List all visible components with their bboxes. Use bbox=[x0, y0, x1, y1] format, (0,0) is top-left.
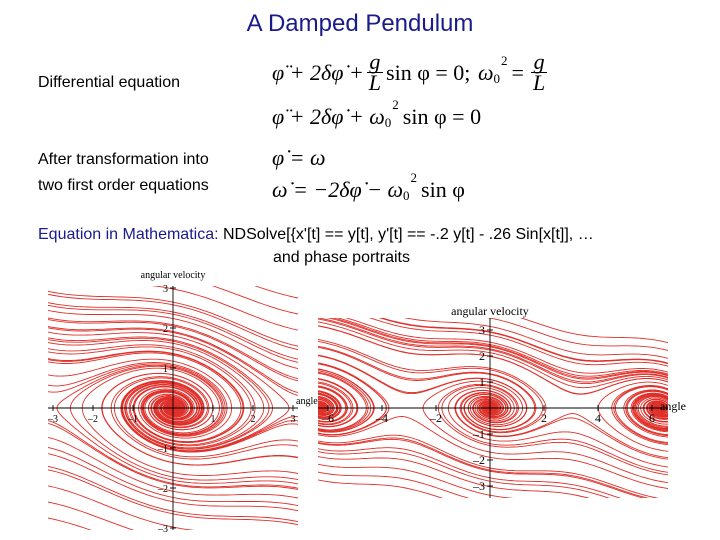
flow-line bbox=[0, 498, 57, 504]
x-tick-label: 6 bbox=[649, 411, 655, 425]
eq2-rest: sin φ = 0 bbox=[402, 104, 482, 129]
frac-denominator: L bbox=[368, 70, 382, 95]
y-tick-label: –2 bbox=[158, 484, 168, 495]
flow-line bbox=[323, 457, 720, 531]
flow-line bbox=[289, 520, 368, 540]
eq1b-sup: 2 bbox=[501, 52, 508, 68]
frac-numerator: g bbox=[367, 52, 383, 73]
x-tick-label: 3 bbox=[290, 414, 296, 425]
eq2-lhs: φ̈ + 2δφ̇ + ω bbox=[272, 104, 385, 129]
flow-line bbox=[323, 473, 650, 533]
equation-first-order-1 bbox=[272, 145, 326, 171]
y-tick-label: 3 bbox=[479, 323, 485, 337]
x-tick-label: 2 bbox=[541, 411, 547, 425]
frac-denominator: L bbox=[532, 70, 546, 95]
flow-line bbox=[0, 273, 57, 296]
y-tick-label: 1 bbox=[479, 375, 485, 389]
flow-line bbox=[57, 520, 365, 540]
x-tick-label: 2 bbox=[250, 414, 256, 425]
flow-line bbox=[0, 257, 289, 328]
x-tick-label: 1 bbox=[210, 414, 216, 425]
x-axis-label: angle bbox=[660, 399, 686, 413]
flow-line bbox=[0, 332, 57, 360]
x-tick-label: –2 bbox=[430, 411, 442, 425]
flow-line bbox=[57, 504, 366, 540]
x-axis-label: angle bbox=[296, 396, 318, 407]
equation-first-order-2 bbox=[272, 170, 465, 203]
phase-portrait-right bbox=[318, 300, 720, 498]
eq1b-equals: = bbox=[511, 59, 524, 85]
slide-title: A Damped Pendulum bbox=[246, 10, 474, 37]
equation-damped-pendulum bbox=[272, 49, 471, 95]
equation-omega-definition bbox=[478, 49, 550, 95]
eq4-lhs: ω̇ = −2δφ̇ − ω bbox=[272, 177, 404, 202]
flow-line bbox=[289, 504, 369, 528]
mathematica-line2: and phase portraits bbox=[273, 249, 410, 266]
y-axis-label: angular velocity bbox=[451, 304, 529, 318]
flow-line bbox=[657, 457, 720, 462]
flow-line bbox=[0, 314, 173, 341]
x-tick-label: 4 bbox=[595, 411, 601, 425]
flow-line bbox=[0, 452, 57, 459]
y-tick-label: –3 bbox=[158, 524, 168, 535]
mathematica-command bbox=[38, 223, 698, 269]
y-axis-label: angular velocity bbox=[140, 270, 206, 281]
eq4-rest: sin φ bbox=[421, 177, 465, 202]
mathematica-code: NDSolve[{x'[t] == y[t], y'[t] == -.2 y[t] - .26 Sin[x[t]], … bbox=[223, 226, 594, 243]
eq1b-omega: ω bbox=[478, 59, 494, 85]
mathematica-label: Equation in Mathematica: bbox=[38, 226, 219, 243]
label-differential-equation: Differential equation bbox=[38, 74, 181, 91]
x-tick-label: –2 bbox=[88, 414, 98, 425]
eq1-lhs: φ̈ + 2δφ̇ + bbox=[272, 59, 364, 85]
flow-line bbox=[0, 331, 173, 361]
flow-line bbox=[0, 281, 173, 312]
y-tick-label: 3 bbox=[163, 284, 168, 295]
flow-line bbox=[0, 284, 289, 360]
eq2-sub: 0 bbox=[384, 115, 392, 130]
flow-line bbox=[0, 513, 57, 520]
fraction-g-over-L-2 bbox=[531, 49, 547, 95]
y-tick-label: 2 bbox=[163, 324, 168, 335]
eq3: φ̇ = ω bbox=[272, 145, 326, 170]
frac-numerator: g bbox=[531, 52, 547, 73]
flow-line bbox=[323, 465, 711, 533]
label-transform-2: two first order equations bbox=[38, 177, 209, 194]
eq1-rest: sin φ = 0; bbox=[386, 59, 471, 85]
y-tick-label: –2 bbox=[473, 453, 485, 467]
fraction-g-over-L bbox=[367, 49, 383, 95]
flow-line bbox=[0, 483, 57, 488]
flow-line bbox=[657, 348, 720, 381]
y-tick-label: –1 bbox=[473, 427, 485, 441]
eq4-sub: 0 bbox=[403, 188, 410, 203]
x-tick-label: –6 bbox=[322, 411, 334, 425]
y-tick-label: 1 bbox=[163, 364, 168, 375]
flow-line bbox=[657, 465, 720, 472]
eq2-sup: 2 bbox=[392, 97, 399, 112]
flow-line bbox=[657, 449, 720, 452]
flow-line bbox=[657, 473, 720, 481]
y-tick-label: –3 bbox=[473, 479, 485, 493]
equation-pendulum-omega bbox=[272, 97, 482, 130]
y-tick-label: –1 bbox=[158, 444, 168, 455]
x-tick-label: –3 bbox=[48, 414, 58, 425]
y-tick-label: 2 bbox=[479, 349, 485, 363]
flow-line bbox=[0, 467, 57, 472]
eq4-sup: 2 bbox=[410, 170, 418, 185]
flow-line bbox=[0, 304, 57, 328]
phase-portrait-left bbox=[40, 268, 318, 535]
x-tick-label: –1 bbox=[128, 414, 138, 425]
eq1b-sub: 0 bbox=[493, 70, 501, 86]
label-transform-1: After transformation into bbox=[38, 151, 209, 168]
x-tick-label: –4 bbox=[376, 411, 388, 425]
